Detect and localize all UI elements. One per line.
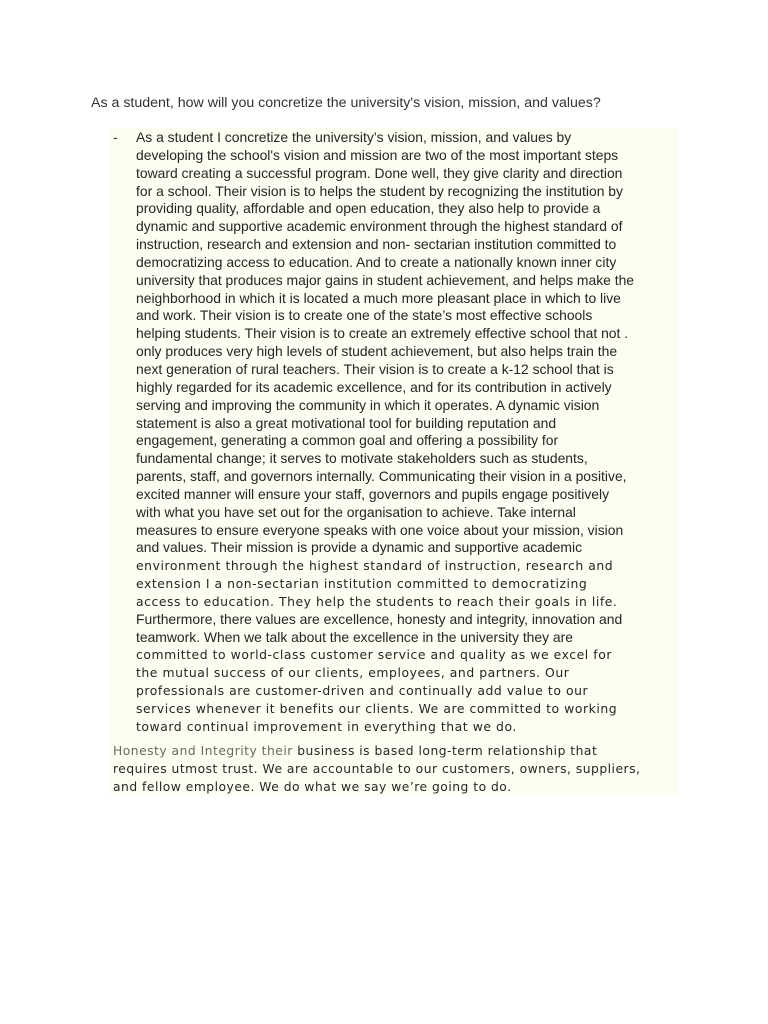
answer-line: fundamental change; it serves to motivate stakeholders such as students, xyxy=(136,450,588,467)
closing-line xyxy=(113,743,678,761)
answer-line: statement is also a great motivational tool for building reputation and xyxy=(136,414,557,431)
answer-line: developing the school's vision and mission are two of the most important steps xyxy=(136,146,619,163)
answer-line: dynamic and supportive academic environment through the highest standard of xyxy=(136,218,623,235)
answer-line: democratizing access to education. And to create a nationally known inner city xyxy=(136,253,617,270)
answer-line: services whenever it benefits our clients. We are committed to working xyxy=(136,701,618,716)
answer-line: helping students. Their vision is to create an extremely effective school that not . xyxy=(136,325,629,342)
answer-line: environment through the highest standard of instruction, research and xyxy=(136,558,614,574)
answer-line: highly regarded for its academic excellence, and for its contribution in actively xyxy=(136,378,612,395)
answer-line: toward creating a successful program. Done well, they give clarity and direction xyxy=(136,164,623,181)
bullet-dash: - xyxy=(113,129,118,145)
question-heading: As a student, how will you concretize the university's vision, mission, and values? xyxy=(91,95,601,111)
answer-line: providing quality, affordable and open education, they also help to provide a xyxy=(136,200,601,217)
answer-line: instruction, research and extension and non- sectarian institution committed to xyxy=(136,236,617,253)
answer-line: with what you have set out for the organisation to achieve. Take internal xyxy=(136,503,576,520)
closing-lead-phrase: Honesty and Integrity their xyxy=(113,744,298,758)
answer-line: extension I a non-sectarian institution committed to democratizing xyxy=(136,576,588,592)
answer-line: university that produces major gains in student achievement, and helps make the xyxy=(136,271,635,288)
answer-line: Furthermore, there values are excellence, honesty and integrity, innovation and xyxy=(136,610,623,627)
closing-line-rest: business is based long-term relationship that xyxy=(297,744,598,758)
answer-line: teamwork. When we talk about the excellence in the university they are xyxy=(136,628,574,645)
answer-line: neighborhood in which it is located a much more pleasant place in which to live xyxy=(136,289,621,306)
answer-line: measures to ensure everyone speaks with one voice about your mission, vision xyxy=(136,521,624,538)
answer-line: and work. Their vision is to create one of the state’s most effective schools xyxy=(136,307,593,324)
answer-line: As a student I concretize the university’s vision, mission, and values by xyxy=(136,129,572,145)
answer-line: the mutual success of our clients, employees, and partners. Our xyxy=(136,665,570,681)
closing-paragraph xyxy=(113,743,678,797)
answer-line: next generation of rural teachers. Their vision is to create a k-12 school that is xyxy=(136,360,614,377)
answer-line: parents, staff, and governors internally. Communicating their vision in a positive, xyxy=(136,468,627,485)
answer-line: serving and improving the community in which it operates. A dynamic vision xyxy=(136,396,600,413)
answer-line: toward continual improvement in everything that we do. xyxy=(136,718,517,734)
answer-paragraph xyxy=(136,129,681,736)
answer-line: professionals are customer-driven and continually add value to our xyxy=(136,683,589,699)
answer-line: only produces very high levels of student achievement, but also helps train the xyxy=(136,343,618,360)
answer-line: access to education. They help the students to reach their goals in life. xyxy=(136,593,618,609)
closing-line: and fellow employee. We do what we say we’re going to do. xyxy=(113,779,512,794)
answer-line: and values. Their mission is provide a dynamic and supportive academic xyxy=(136,539,583,556)
closing-line: requires utmost trust. We are accountable to our customers, owners, suppliers, xyxy=(113,761,641,776)
answer-line: committed to world-class customer service and quality as we excel for xyxy=(136,647,612,663)
answer-line: engagement, generating a common goal and offering a possibility for xyxy=(136,432,559,449)
answer-line: for a school. Their vision is to helps the student by recognizing the institution by xyxy=(136,182,623,199)
answer-line: excited manner will ensure your staff, governors and pupils engage positively xyxy=(136,485,610,502)
